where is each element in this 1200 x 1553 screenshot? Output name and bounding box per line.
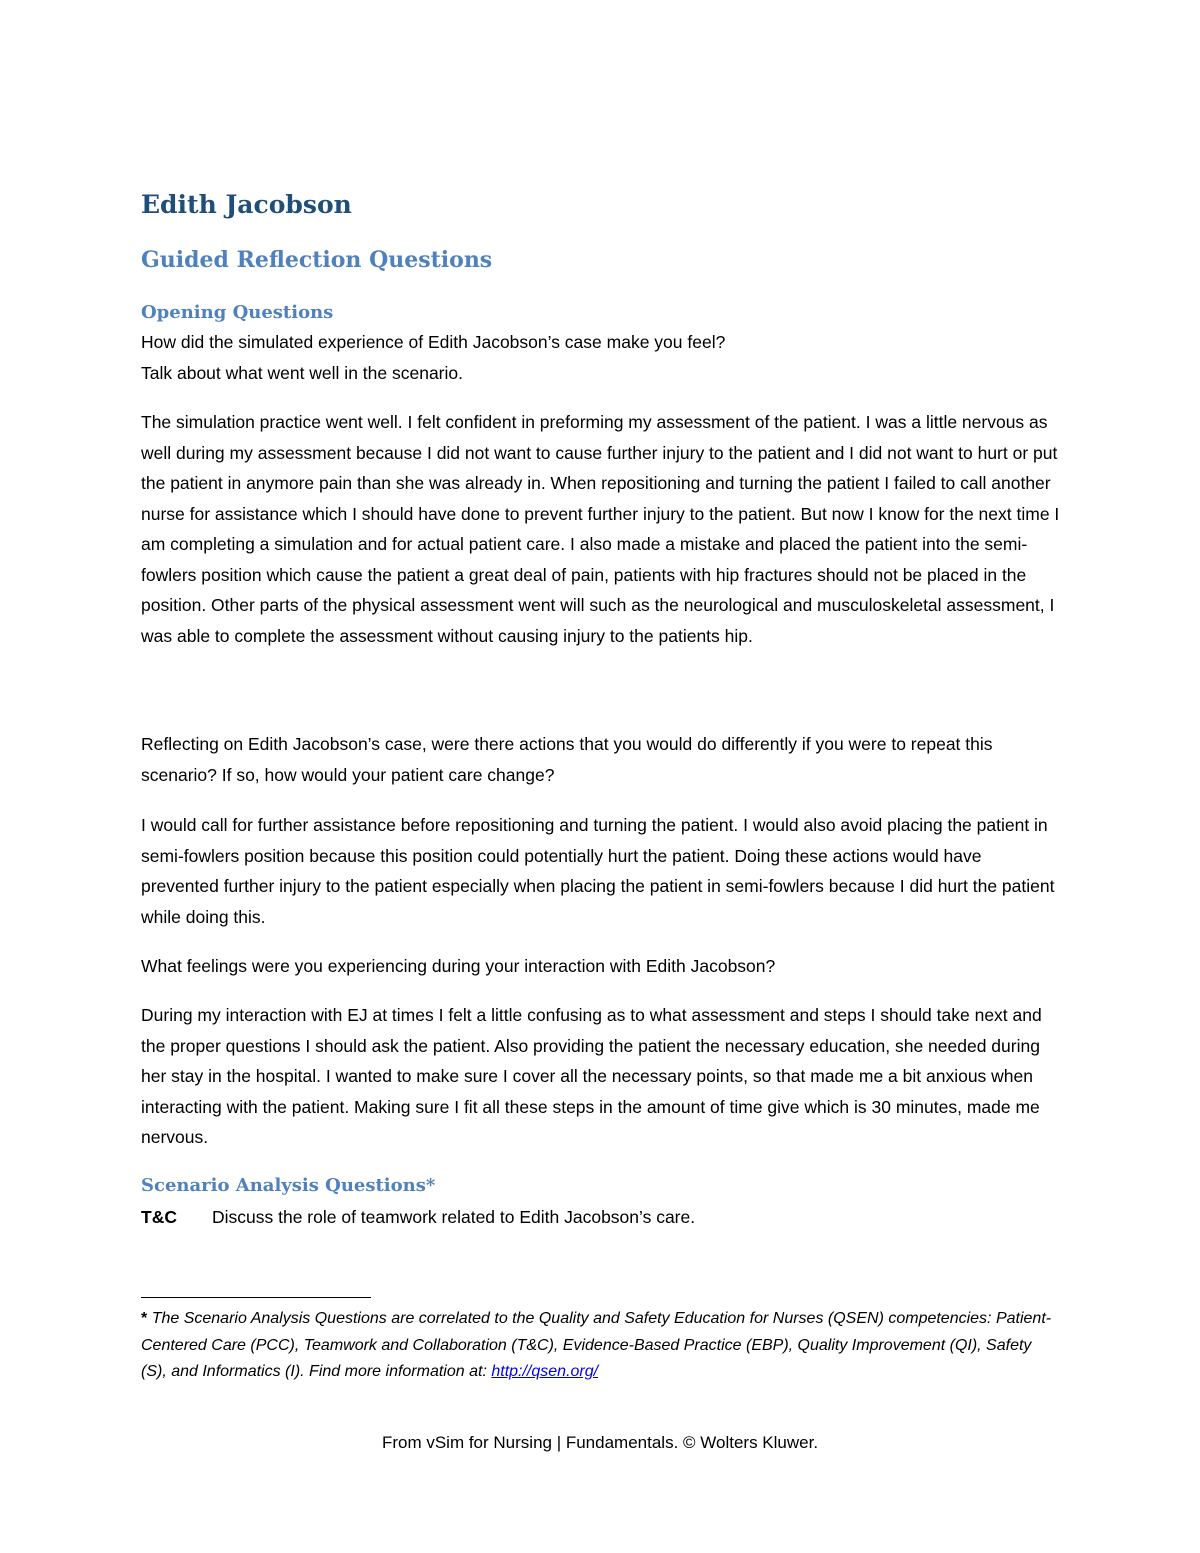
footnote-text: The Scenario Analysis Questions are correlated to the Quality and Safety Education for Nurses (QSEN) competencies: Patient-Centered Care (PCC), Teamwork and Collaboration (T&C), Evidence-Based Practice (EBP), Quality Improvement (QI), Safety (S), and Informatics (I). Find more information at: bbox=[141, 1310, 1052, 1380]
tc-question-row bbox=[141, 1207, 695, 1228]
answer-went-well: The simulation practice went well. I felt confident in preforming my assessment of the patient. I was a little nervous as well during my assessment because I did not want to cause further injury to the patient and I did not want to hurt or put the patient in anymore pain than she was already in. When repositioning and turning the patient I failed to call another nurse for assistance which I should have done to prevent further injury to the patient. But now I know for the next time I am completing a simulation and for actual patient care. I also made a mistake and placed the patient into the semi-fowlers position which cause the patient a great deal of pain, patients with hip fractures should not be placed in the position. Other parts of the physical assessment went will such as the neurological and musculoskeletal assessment, I was able to complete the assessment without causing injury to the patients hip. bbox=[141, 412, 1060, 646]
question-feelings: What feelings were you experiencing during your interaction with Edith Jacobson? bbox=[141, 956, 776, 976]
answer-do-differently: I would call for further assistance before repositioning and turning the patient. I would also avoid placing the patient in semi-fowlers position because this position could potentially hurt the patient. Doing these actions would have prevented further injury to the patient especially when placing the patient in semi-fowlers because I did hurt the patient while doing this. bbox=[141, 815, 1055, 927]
footnote-separator bbox=[141, 1297, 371, 1298]
footnote bbox=[141, 1306, 1061, 1386]
opening-question-1: How did the simulated experience of Edith Jacobson’s case make you feel? bbox=[141, 332, 726, 352]
page-footer: From vSim for Nursing | Fundamentals. © Wolters Kluwer. bbox=[381, 1433, 819, 1452]
qsen-link[interactable]: http://qsen.org/ bbox=[491, 1363, 599, 1380]
opening-question-2: Talk about what went well in the scenario. bbox=[141, 363, 463, 383]
question-do-differently: Reflecting on Edith Jacobson’s case, were there actions that you would do differently if you were to repeat this scenario? If so, how would your patient care change? bbox=[141, 734, 993, 785]
opening-questions-heading: Opening Questions bbox=[141, 302, 334, 323]
tc-label: T&C bbox=[141, 1207, 177, 1227]
footnote-mark: * bbox=[141, 1310, 148, 1327]
document-subtitle: Guided Reflection Questions bbox=[141, 247, 493, 273]
scenario-analysis-heading: Scenario Analysis Questions* bbox=[141, 1175, 436, 1196]
tc-question: Discuss the role of teamwork related to Edith Jacobson’s care. bbox=[212, 1207, 696, 1227]
document-title: Edith Jacobson bbox=[141, 190, 352, 219]
answer-feelings: During my interaction with EJ at times I felt a little confusing as to what assessment and steps I should take next and the proper questions I should ask the patient. Also providing the patient the necessary education, she needed during her stay in the hospital. I wanted to make sure I cover all the necessary points, so that made me a bit anxious when interacting with the patient. Making sure I fit all these steps in the amount of time give which is 30 minutes, made me nervous. bbox=[141, 1005, 1042, 1147]
